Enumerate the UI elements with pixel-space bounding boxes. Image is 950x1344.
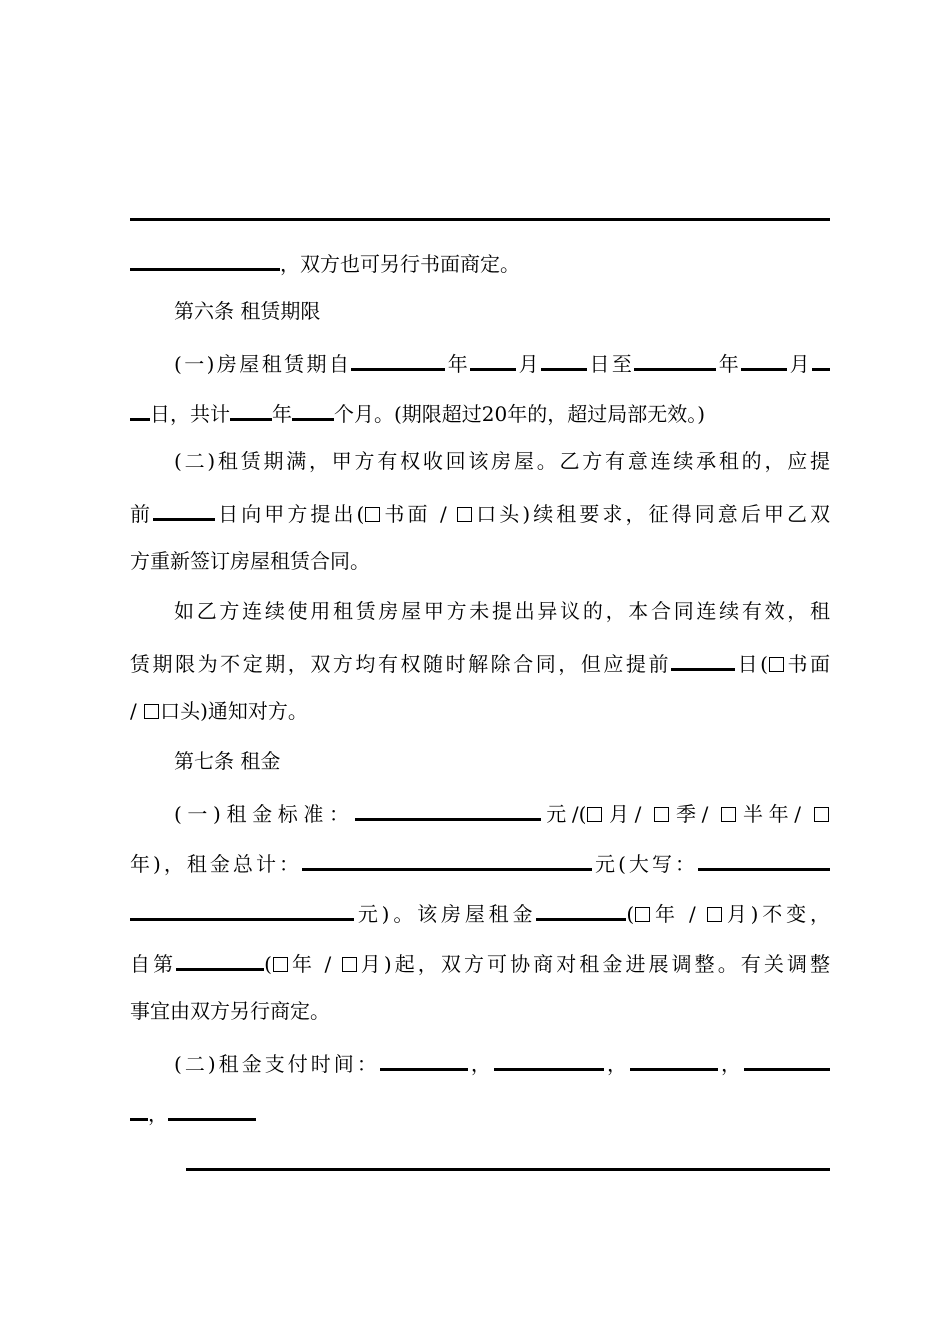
text: 口头)通知对方。 [160,699,308,723]
fill-blank[interactable] [812,346,830,371]
text: 半年/ [737,802,813,826]
checkbox[interactable] [814,807,829,822]
text: 月)起，双方可协商对租金进展调整。有关调整 [357,952,830,976]
text: 日向甲方提出( [215,502,365,526]
article-7-title [130,746,830,796]
checkbox[interactable] [457,507,472,522]
checkbox[interactable] [587,807,602,822]
text: 年)，租金总计： [130,852,303,876]
fill-blank[interactable] [186,1146,830,1171]
checkbox[interactable] [365,507,380,522]
fill-blank[interactable] [130,1096,148,1121]
renewal-line-1 [130,446,830,496]
blank-line-1 [130,196,830,246]
checkbox[interactable] [721,807,736,822]
checkbox[interactable] [342,957,357,972]
rent-line-2 [130,846,830,896]
text: 元(大写： [592,852,698,876]
text: 事宜由双方另行商定。 [130,999,330,1023]
fill-blank[interactable] [302,846,592,871]
checkbox[interactable] [654,807,669,822]
line-2 [130,246,830,296]
fill-blank[interactable] [698,846,830,871]
text: (二)租金支付时间： [174,1052,380,1076]
text: 年 [445,352,471,376]
text: 口头)续租要求，征得同意后甲乙双 [473,502,830,526]
text: 年 / [651,902,706,926]
fill-blank[interactable] [176,946,264,971]
heading: 第七条 租金 [174,749,281,773]
text: ，双方也可另行书面商定。 [280,252,520,276]
fill-blank[interactable] [230,396,272,421]
contract-page [130,196,830,1196]
text: / [130,699,144,723]
rent-line-1 [130,796,830,846]
fill-blank[interactable] [634,346,716,371]
checkbox[interactable] [273,957,288,972]
checkbox[interactable] [144,704,159,719]
text: 方重新签订房屋租赁合同。 [130,549,370,573]
checkbox[interactable] [769,657,784,672]
text: 书面 [784,652,830,676]
fill-blank[interactable] [630,1046,718,1071]
text: 月 [787,352,813,376]
fill-blank[interactable] [536,896,626,921]
fill-blank[interactable] [380,1046,468,1071]
text: (二)租赁期满，甲方有权收回该房屋。乙方有意连续承租的，应提 [174,449,830,473]
text: 元/( [540,802,587,826]
term-line-1 [130,346,830,396]
fill-blank[interactable] [741,346,787,371]
renewal-line-2 [130,496,830,546]
fill-blank[interactable] [470,346,516,371]
fill-blank[interactable] [153,496,215,521]
fill-blank[interactable] [744,1046,830,1071]
rent-line-4 [130,946,830,996]
fill-blank[interactable] [130,396,150,421]
text: 年 / [288,952,341,976]
heading: 第六条 租赁期限 [174,299,321,323]
checkbox[interactable] [707,907,722,922]
term-line-2 [130,396,830,446]
text: 年 [272,402,292,426]
text: 月 [516,352,542,376]
fill-blank[interactable] [130,196,830,221]
text: 日，共计 [150,402,230,426]
continue-line-2 [130,646,830,696]
text: 月/ [603,802,654,826]
payment-line-1 [130,1046,830,1096]
fill-blank[interactable] [671,646,735,671]
fill-blank[interactable] [130,896,354,921]
rent-line-3 [130,896,830,946]
text: ， [467,1052,494,1076]
text: 前 [130,502,154,526]
rent-line-5 [130,996,830,1046]
text: ， [603,1052,630,1076]
payment-line-2 [130,1096,830,1146]
fill-blank[interactable] [130,246,280,271]
text: (一)房屋租赁期自 [174,352,352,376]
text: (一)租金标准： [174,802,355,826]
payment-line-3 [130,1146,830,1196]
text: 赁期限为不定期，双方均有权随时解除合同，但应提前 [130,652,672,676]
text: 年 [716,352,742,376]
fill-blank[interactable] [351,346,445,371]
text: ( [264,952,272,976]
renewal-line-3 [130,546,830,596]
text: 书面 / [381,502,457,526]
text: ， [148,1102,168,1126]
text: 元)。该房屋租金 [354,902,537,926]
text: 自第 [130,952,177,976]
article-6-title [130,296,830,346]
fill-blank[interactable] [494,1046,604,1071]
checkbox[interactable] [635,907,650,922]
text: 个月。(期限超过20年的，超过局部无效。) [334,402,706,426]
fill-blank[interactable] [168,1096,256,1121]
fill-blank[interactable] [355,796,541,821]
text: 季/ [670,802,721,826]
text: 日( [735,652,768,676]
text: 日至 [587,352,635,376]
text: ， [717,1052,745,1076]
fill-blank[interactable] [292,396,334,421]
fill-blank[interactable] [541,346,587,371]
text: ( [626,902,635,926]
text: 月)不变， [722,902,830,926]
continue-line-1 [130,596,830,646]
continue-line-3 [130,696,830,746]
text: 如乙方连续使用租赁房屋甲方未提出异议的，本合同连续有效，租 [174,599,830,623]
